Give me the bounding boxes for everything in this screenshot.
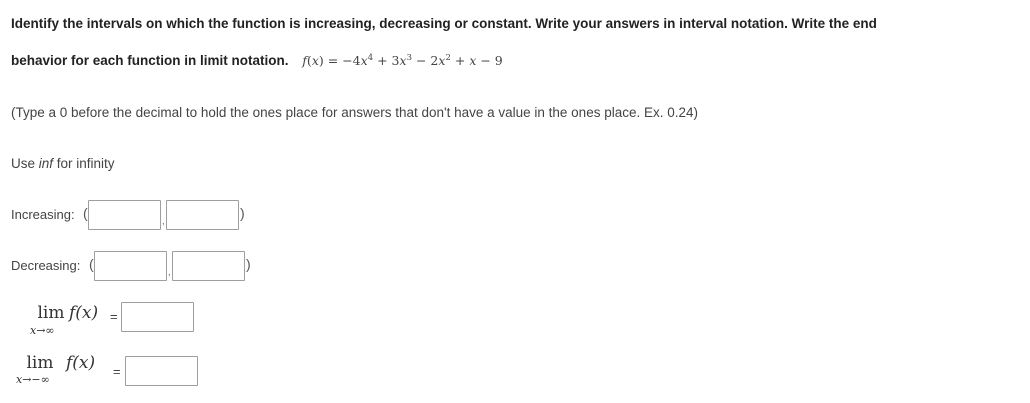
limit-pos-lim: lim <box>37 303 65 323</box>
term-2-exp: 3 <box>406 53 412 63</box>
limit-pos-fx-text: f(x) <box>69 303 99 323</box>
limit-neg-subscript: x→−∞ <box>16 373 50 386</box>
limit-pos-infinity-input[interactable] <box>121 302 194 332</box>
decreasing-separator: , <box>168 267 171 277</box>
question-line-2-text: behavior for each function in limit notation. <box>11 53 289 68</box>
increasing-end-input[interactable] <box>166 200 239 230</box>
term-5-constant: − 9 <box>480 53 503 68</box>
function-expression: $f(x) = -4x^4 + 3x^3 - 2x^2 + x - 9$ <box>302 53 503 68</box>
limit-pos-fx <box>69 303 98 323</box>
infinity-prefix: Use <box>11 156 39 171</box>
limit-neg-fx <box>66 353 95 373</box>
increasing-close-paren: ) <box>240 205 245 221</box>
term-1-coef: −4 <box>342 53 361 68</box>
increasing-separator: , <box>162 216 165 226</box>
limit-pos-equals: = <box>110 309 118 324</box>
decreasing-start-input[interactable] <box>94 251 167 281</box>
decreasing-close-paren: ) <box>246 256 251 272</box>
decreasing-end-input[interactable] <box>172 251 245 281</box>
decreasing-open-paren: ( <box>89 256 94 272</box>
term-1-exp: 4 <box>367 53 374 63</box>
infinity-word: inf <box>38 156 54 171</box>
question-line-1: Identify the intervals on which the function is increasing, decreasing or constant. Write your answers in interval notation. Write the end <box>11 16 877 31</box>
limit-neg-fx-text: f(x) <box>66 353 96 373</box>
increasing-start-input[interactable] <box>88 200 161 230</box>
infinity-suffix: for infinity <box>53 156 115 171</box>
increasing-label: Increasing: <box>11 207 75 222</box>
function-var: x <box>311 53 319 68</box>
term-2-coef: + 3 <box>377 53 400 68</box>
limit-neg-operator <box>22 353 58 373</box>
limit-pos-subscript: x→∞ <box>30 324 55 337</box>
term-4-sign: + <box>454 53 466 68</box>
term-3-exp: 2 <box>445 53 451 63</box>
function-name: f <box>302 53 307 68</box>
decimal-instruction: (Type a 0 before the decimal to hold the ones place for answers that don't have a value in the ones place. Ex. 0.24) <box>11 105 699 120</box>
infinity-instruction <box>11 156 115 171</box>
limit-neg-lim: lim <box>26 353 54 373</box>
limit-neg-equals: = <box>113 364 121 379</box>
increasing-open-paren: ( <box>83 205 88 221</box>
term-3-coef: − 2 <box>415 53 439 68</box>
decreasing-label: Decreasing: <box>11 258 81 273</box>
limit-pos-operator <box>33 303 69 323</box>
limit-neg-infinity-input[interactable] <box>125 356 198 386</box>
question-line-2 <box>11 53 503 68</box>
